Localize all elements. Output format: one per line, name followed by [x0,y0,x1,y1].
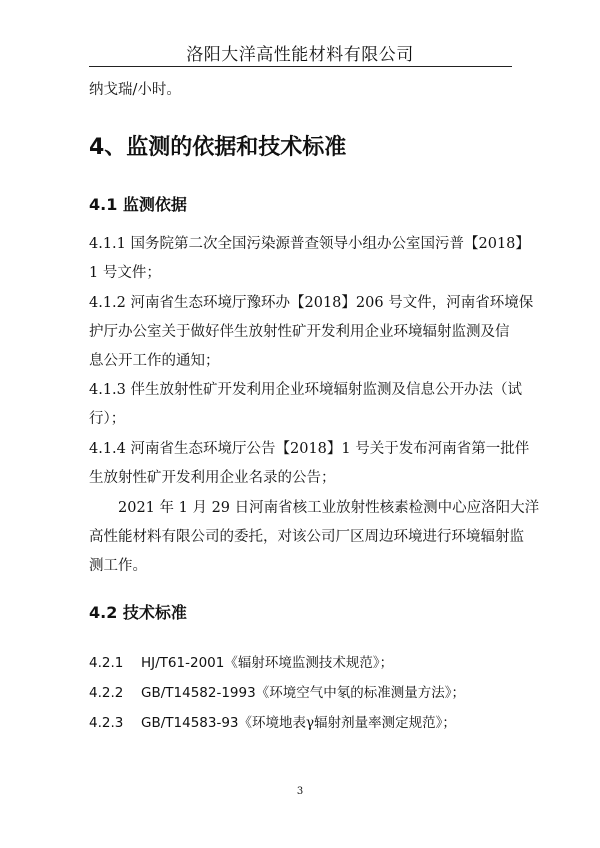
commission-paragraph-line: 高性能材料有限公司的委托，对该公司厂区周边环境进行环境辐射监 [89,529,524,545]
standard-number: 4.2.3 [89,715,124,731]
basis-line: 行）； [89,411,126,427]
standard-item [89,711,456,731]
header-company-name: 洛阳大洋高性能材料有限公司 [186,45,414,65]
basis-line: 1 号文件； [89,265,161,281]
section-4-1-heading: 4.1 监测依据 [89,195,187,214]
standard-item [89,651,393,671]
standard-code: HJ/T61-2001 [141,655,225,671]
commission-paragraph-line: 2021 年 1 月 29 日河南省核工业放射性核素检测中心应洛阳大洋 [89,500,540,516]
standard-item [89,681,465,701]
standard-title: 《环境地表γ辐射剂量率测定规范》； [238,715,456,731]
page-number: 3 [296,786,304,797]
commission-paragraph-line: 测工作。 [89,558,147,574]
section-4-heading: 4、监测的依据和技术标准 [89,135,347,160]
basis-line: 4.1.3 伴生放射性矿开发利用企业环境辐射监测及信息公开办法（试 [89,382,523,398]
basis-line: 息公开工作的通知； [89,353,220,369]
section-4-2-heading: 4.2 技术标准 [89,603,187,622]
standard-number: 4.2.2 [89,685,124,701]
basis-line: 4.1.4 河南省生态环境厅公告【2018】1 号关于发布河南省第一批伴 [89,441,530,457]
basis-line: 4.1.2 河南省生态环境厅豫环办【2018】206 号文件，河南省环境保 [89,295,534,311]
intro-tail-text: 纳戈瑞/小时。 [89,82,181,98]
basis-line: 护厅办公室关于做好伴生放射性矿开发利用企业环境辐射监测及信 [89,324,510,340]
header-divider [89,66,512,67]
standard-code: GB/T14583-93 [141,715,239,731]
basis-line: 生放射性矿开发利用企业名录的公告； [89,470,336,486]
standard-title: 《辐射环境监测技术规范》； [224,655,394,671]
standard-title: 《环境空气中氡的标准测量方法》； [255,685,465,701]
basis-line: 4.1.1 国务院第二次全国污染源普查领导小组办公室国污普【2018】 [89,236,530,252]
standard-number: 4.2.1 [89,655,124,671]
standard-code: GB/T14582-1993 [141,685,256,701]
